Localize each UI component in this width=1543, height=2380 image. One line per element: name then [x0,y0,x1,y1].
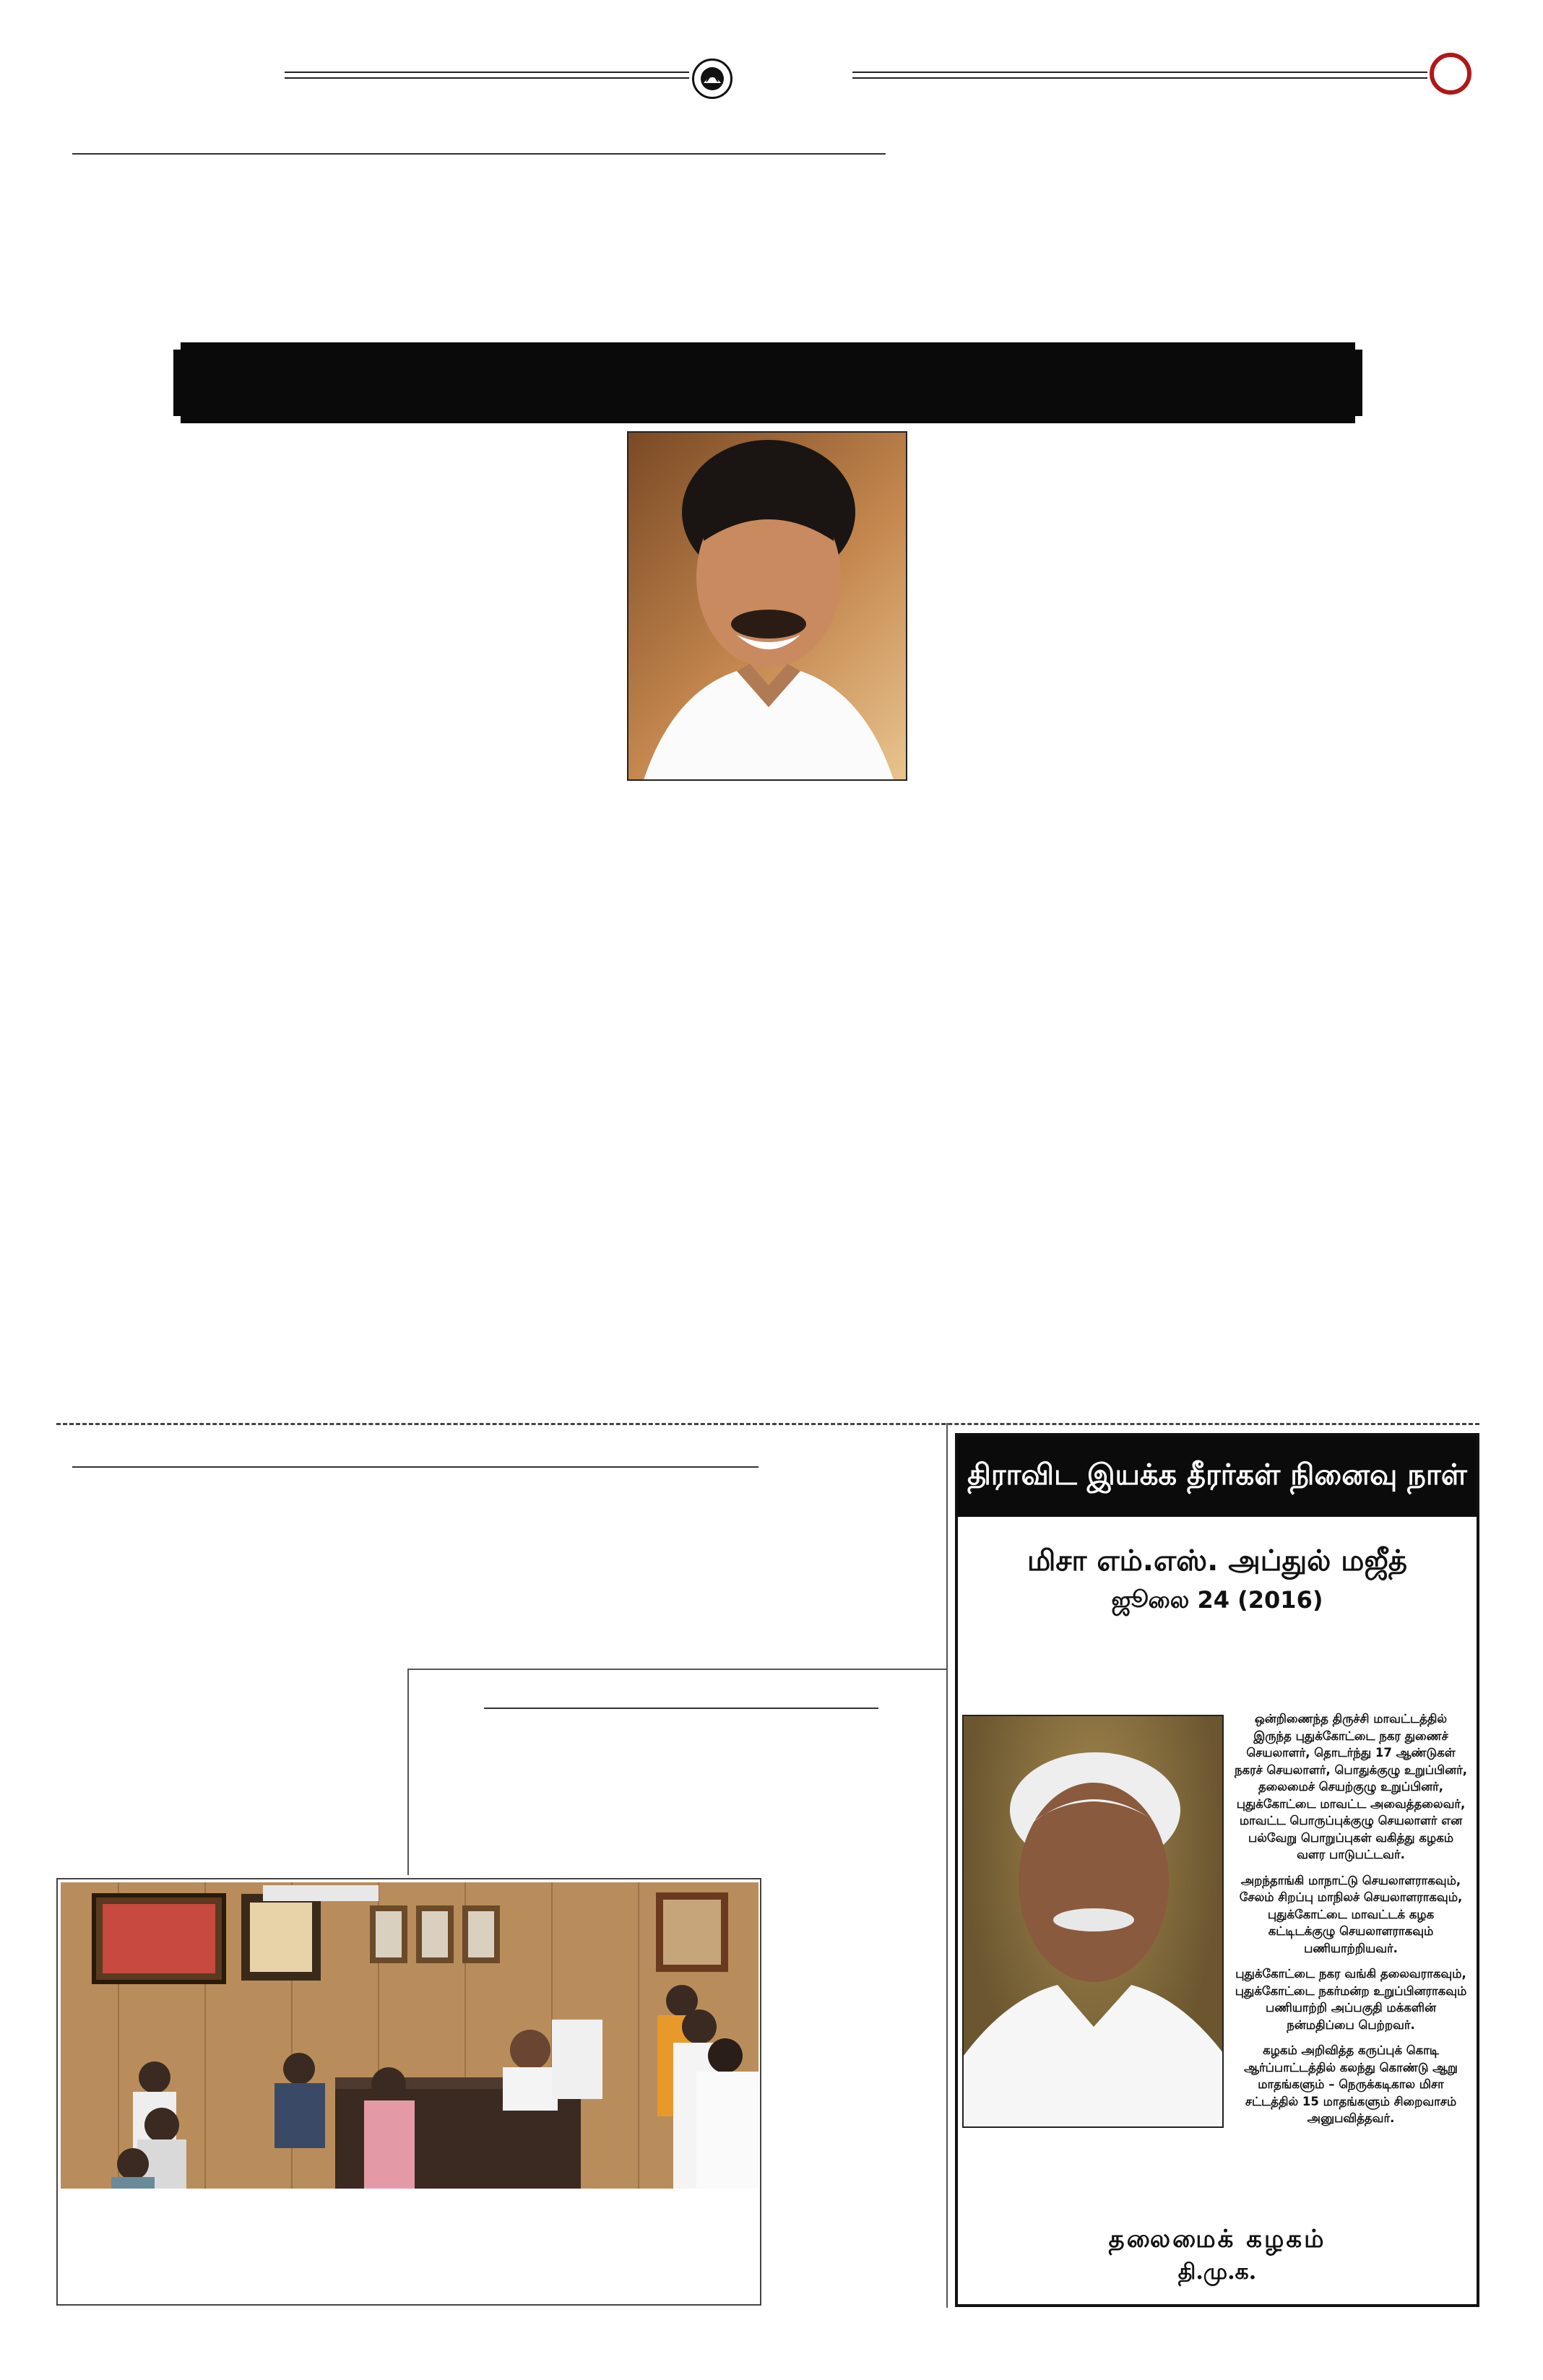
inset-box-top [407,1669,946,1670]
memorial-bio-paragraph: புதுக்கோட்டை நகர வங்கி தலைவராகவும், புதுக்கோட்டை நகர்மன்ற உறுப்பினராகவும் பணியாற்றி அப்பகுதி மக்களின் நன்மதிப்பை பெற்றவர். [1235,1967,1467,2032]
inset-box-left [407,1669,409,1875]
section-separator [56,1423,1479,1425]
memorial-heading: திராவிட இயக்க தீரர்கள் நினைவு நாள் [958,1436,1477,1517]
meeting-photo [61,1882,758,2189]
memorial-portrait-photo [962,1715,1224,2128]
red-ring-icon [1430,53,1471,95]
leader-portrait-photo [627,431,907,781]
memorial-bio-paragraph: கழகம் அறிவித்த கருப்புக் கொடி ஆர்ப்பாட்டத்தில் கலந்து கொண்டு ஆறு மாதங்களும் – நெருக்கடிகால மிசா சட்டத்தில் 15 மாதங்களும் சிறைவாசம் அனுபவித்தவர். [1244,2043,1458,2125]
memorial-name: மிசா எம்.எஸ். அப்துல் மஜீத் [1027,1544,1407,1578]
column-separator [946,1423,948,2308]
top-article-rule [72,153,886,155]
headline-banner [173,342,1362,423]
header-rule-left [285,72,689,79]
header-rule-right [852,72,1427,79]
lower-article-rule [72,1466,758,1468]
rising-sun-emblem-icon [692,59,732,99]
memorial-bio-paragraph: அறந்தாங்கி மாநாட்டு செயலாளராகவும், சேலம் சிறப்பு மாநிலச் செயலாளராகவும், புதுக்கோட்டை மாவட்டக் கழக கட்டிடக்குழு செயலாளராகவும் பணியாற்றியவர். [1239,1873,1463,1955]
memorial-bio-paragraph: ஒன்றிணைந்த திருச்சி மாவட்டத்தில் இருந்த புதுக்கோட்டை நகர துணைச் செயலாளர், தொடர்ந்து 17 ஆண்டுகள் நகரச் செயலாளர், பொதுக்குழு உறுப்பினர், தலைமைச் செயற்குழு உறுப்பினர், புதுக்கோட்டை மாவட்ட அவைத்தலைவர், மாவட்ட பொருப்புக்குழு செயலாளர் என பல்வேறு பொறுப்புகள் வகித்து கழகம் வளர பாடுபட்டவர். [1234,1712,1468,1861]
memorial-notice [955,1433,1479,2307]
memorial-signature-line2: தி.மு.க. [1177,2259,1257,2285]
memorial-date: ஜூலை 24 (2016) [1111,1586,1323,1614]
memorial-bio [1234,1710,1468,2136]
memorial-signature-line1: தலைமைக் கழகம் [1108,2225,1326,2254]
meeting-photo-box [56,1878,761,2306]
inset-box-rule [484,1708,878,1709]
